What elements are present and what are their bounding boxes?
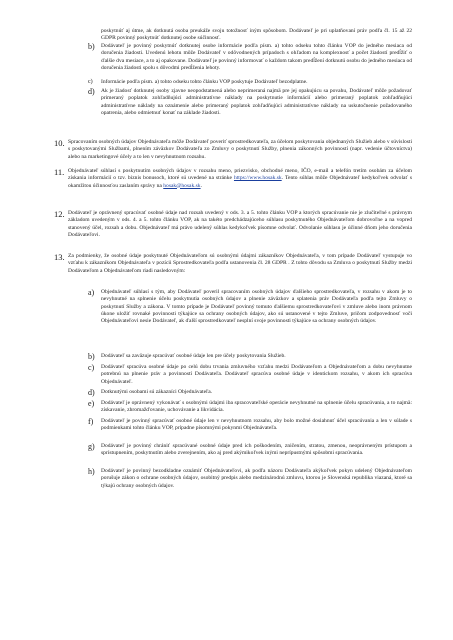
paragraph-11-text: . Tento súhlas môže Objednávateľ kedykoľvek odvolať s okamžitou účinnosťou zaslaním správy na [68,175,412,189]
item-marker: h) [88,467,95,476]
paragraph-number: 10. [54,138,65,148]
item-marker: d) [88,388,95,397]
paragraph-number: 12. [54,209,65,219]
item-marker: a) [88,288,95,297]
paragraph-13: Za podmienky, že osobné údaje poskytnuté Objednávateľom sú osobnými údajmi zákazníkov Objednávateľa, v tom prípade Dodávateľ vystupuje vo vzťahu k zákazníkom Objednávateľa v pozícii Sprostredkovateľa podľa ustanovenia čl. 28 GDPR . Z tohto dôvodu sa Zmluva o poskytnutí Služby medzi Dodávateľom a Objednávateľom riadi nasledovným: [68,253,412,274]
list-item: Dodávateľ spracúva osobné údaje po celú dobu trvania zmluvného vzťahu medzi Dodávateľom a Objednávateľom a dobu nevyhnutne potrebnú na plnenie práv a povinností Dodávateľa. Dodávateľ spracúva osobné údaje v identickom rozsahu, v akom ich spracúva Objednávateľ. [101,364,412,385]
list-item: Dodávateľ je oprávnený vykonávať s osobnými údajmi iba spracovateľské operácie nevyhnutné na splnenie účelu spracúvania, a to najmä: získavanie, zhromažďovanie, uchovávanie a likvidácia. [101,400,412,414]
list-item: Informácie podľa písm. a) tohto odseku tohto článku VOP poskytuje Dodávateľ bezodplatne. [101,79,308,85]
list-item: Dodávateľ je povinný chrániť spracúvané osobné údaje pred ich poškodením, zničením, stratou, zmenou, neoprávneným prístupom a sprístupnením, poskytnutím alebo zverejnením, ako aj pred akýmikoľvek inými neprípustnými spôsobmi spracúvania. [101,443,412,457]
paragraph-10: Spracovaním osobných údajov Objednávateľa môže Dodávateľ poveriť sprostredkovateľa, za účelom poskytovania objednaných Služieb alebo v súvislosti s poskytovanými Službami, plnením záväzkov Dodávateľa zo Zmluvy o poskytnutí Služby, plnenia zákonných povinností (napr. vedenie účtovníctva) alebo na marketingové účely a to len v nevyhnutnom rozsahu. [68,139,413,160]
paragraph-11-text: Objednávateľ súhlasí s poskytnutím osobných údajov v rozsahu meno, priezvisko, obchodné meno, IČO, e-mail a telefón tretím osobám za účelom získania informácií o tzv. biznis bonusoch, ktoré sú uvedené na stránke [68,168,412,182]
item-marker: c) [88,363,95,372]
list-item: Objednávateľ súhlasí s tým, aby Dodávateľ poveril spracovaním osobných údajov ďalšieho sprostredkovateľa, v rozsahu v akom je to nevyhnutné na splnenie účelu poskytnutia osobných údajov a plnenie záväzkov a splatenia práv Dodávateľa podľa tejto Zmluvy o poskytnutí Služby a zákona. V tomto prípade je Dodávateľ povinný tomuto ďalšiemu sprostredkovateľovi v zmluve alebo inom právnom úkone uložiť rovnaké povinnosti týkajúce sa ochrany osobných údajov, ako sú ustanovené v tejto Zmluve, pričom zodpovednosť voči Objednávateľovi nesie Dodávateľ, ak ďalší sprostredkovateľ nesplní svoje povinnosti týkajúce sa ochrany osobných údajov. [101,289,412,324]
list-item: Dodávateľ je povinný spracúvať osobné údaje len v nevyhnutnom rozsahu, aby bolo možné dosiahnuť účel spracúvania a len v súlade s podmienkami tohto článku VOP, prípadne písomnými pokynmi Objednávateľa. [101,418,412,432]
paragraph-number: 11. [54,167,65,177]
list-item: Dodávateľ sa zaväzuje spracúvať osobné údaje len pre účely poskytovania Služieb. [101,353,286,359]
paragraph-11 [68,168,412,190]
lead-paragraph: poskytnúť aj útme, ak dotknutá osoba preukáže svoju totožnosť iným spôsobom. Dodávateľ je pri uplatňovaní práv podľa čl. 15 až 22 GDPR povinný poskytnúť dotknutej osobe súčinnosť. [101,28,412,42]
item-marker: d) [88,87,95,96]
list-item: Dodávateľ je povinný poskytnúť dotknutej osobe informácie podľa písm. a) tohto odseku tohto článku VOP do jedného mesiaca od doručenia žiadosti. Uvedenú lehotu môže Dodávateľ v odôvodnených prípadoch s ohľadom na komplexnosť a počet žiadostí predĺžiť o ďalšie dva mesiace, a to aj opakovane. Dodávateľ je povinný informovať o každom takom predĺžení dotknutú osobu do jedného mesiaca od doručenia žiadosti spolu s dôvodmi predĺženia lehoty. [101,43,412,71]
website-link[interactable]: https://www.hosak.sk [233,175,282,182]
paragraph-12: Dodávateľ je oprávnený spracúvať osobné údaje nad rozsah uvedený v ods. 3. a 5. tohto článku VOP a ktorých spracúvanie nie je zlučiteľné s právnym základom uvedeným v ods. 4. a 5. tohto článku VOP, ak na takéto predchádzajúceho súhlasu poskytnutého Objednávateľom dobrovoľne a na vopred stanovený účel, rozsah a dobu. Objednávateľ má právo udelený súhlas kedykoľvek písomne odvolať. Odvolanie súhlasu je účinné dňom jeho doručenia Dodávateľovi. [68,210,412,238]
paragraph-number: 13. [54,252,65,262]
list-item: Dodávateľ je povinný bezodkladne oznámiť Objednávateľovi, ak podľa názoru Dodávateľa akýkoľvek pokyn udelený Objednávateľom porušuje zákon o ochrane osobných údajov, osobitný predpis alebo medzinárodnú zmluvu, ktorou je Slovenská republika viazaná, ktoré sa týkajú ochrany osobných údajov. [101,468,412,489]
item-marker: e) [88,399,95,408]
paragraph-11-text: . [200,182,202,189]
item-marker: g) [88,442,95,451]
item-marker: b) [88,42,95,51]
email-link[interactable]: hosak@hosak.sk [163,182,201,189]
item-marker: f) [88,417,94,426]
item-marker: b) [88,352,95,361]
list-item: Ak je žiadosť dotknutej osoby zjavne neopodstatnená alebo neprimeraná najmä pre jej opakujúcu sa povahu, Dodávateľ môže požadovať primeraný poplatok zohľadňujúci administratívne náklady na poskytnutie informácií alebo primeraný poplatok zohľadňujúci administratívne náklady na oznámenie alebo primeraný poplatok zohľadňujúci administratívne náklady na uskutočnenie požadovaného opatrenia, alebo odmietnuť konať na základe žiadosti. [101,88,412,116]
item-marker: c) [88,79,93,85]
list-item: Dotknutými osobami sú zákazníci Objednávateľa. [101,389,213,395]
